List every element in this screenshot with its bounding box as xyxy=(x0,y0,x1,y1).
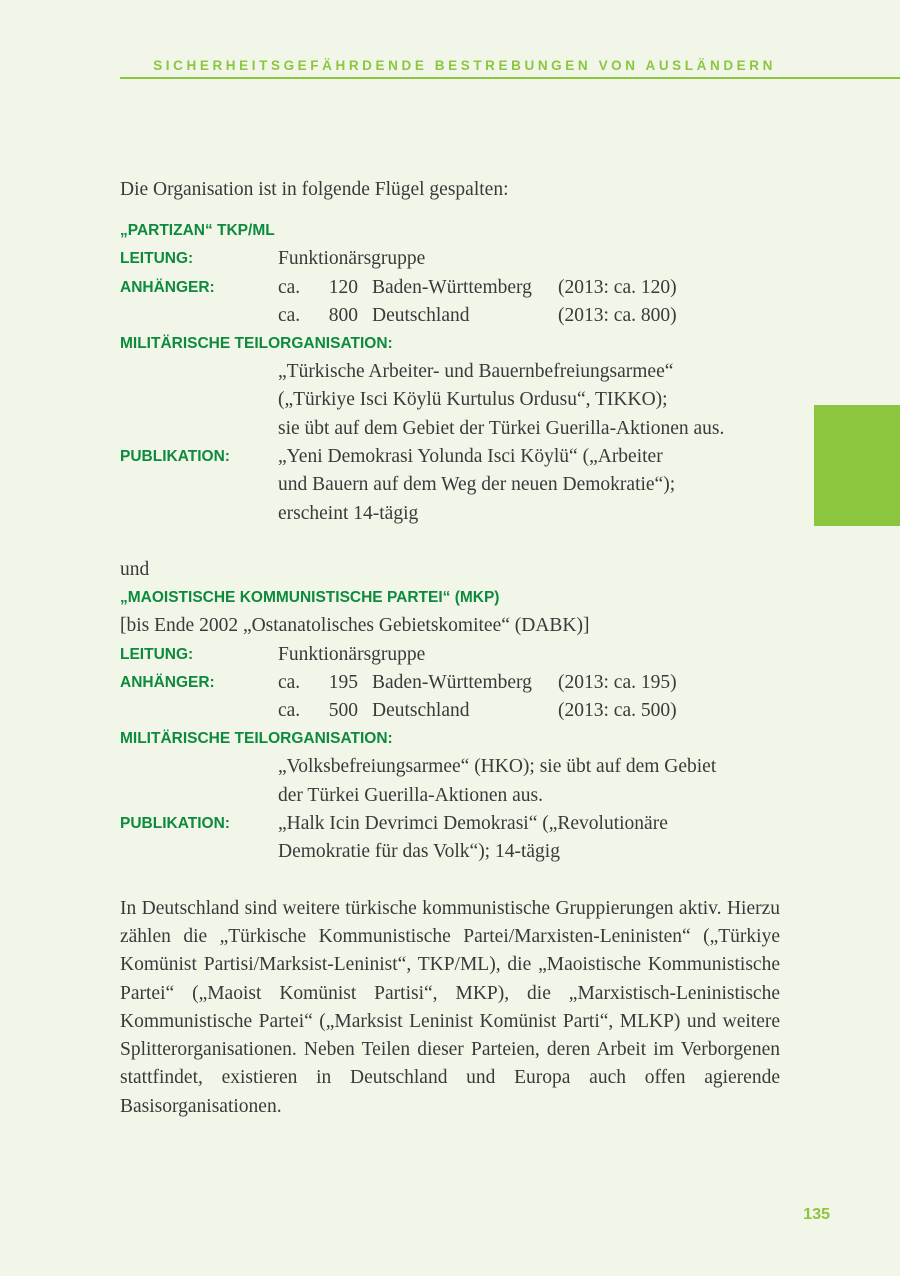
running-header: SICHERHEITSGEFÄHRDENDE BESTREBUNGEN VON AUSLÄNDERN xyxy=(153,58,776,73)
section1-anhaenger-line xyxy=(278,274,780,302)
region-name: Baden-Württemberg xyxy=(372,671,532,693)
region-name: Baden-Württemberg xyxy=(372,276,532,298)
ca-text: ca. xyxy=(278,671,301,693)
section2-mil-block xyxy=(120,753,780,810)
intro-text: Die Organisation ist in folgende Flügel gespalten: xyxy=(120,179,509,200)
previous-year-value: (2013: ca. 195) xyxy=(558,671,677,693)
count-value: 195 xyxy=(328,671,358,693)
previous-year-value: (2013: ca. 500) xyxy=(558,700,677,722)
section1-leitung-label: LEITUNG: xyxy=(120,250,194,268)
pub-line: erscheint 14-tägig xyxy=(278,502,419,524)
section1-title: „PARTIZAN“ TKP/ML xyxy=(120,222,275,240)
section2-leitung-value: Funktionärsgruppe xyxy=(278,643,426,665)
mil-line: der Türkei Guerilla-Aktionen aus. xyxy=(278,784,543,806)
section1-mil-block xyxy=(120,358,780,443)
section2-leitung-label: LEITUNG: xyxy=(120,645,194,663)
section1-leitung-value: Funktionärsgruppe xyxy=(278,248,426,270)
section1-anhaenger-line xyxy=(278,302,780,330)
section2-mil-label: MILITÄRISCHE TEILORGANISATION: xyxy=(120,730,393,748)
section2-subtitle: [bis Ende 2002 „Ostanatolisches Gebietskomitee“ (DABK)] xyxy=(120,615,590,637)
previous-year-value: (2013: ca. 120) xyxy=(558,276,677,298)
connector-text: und xyxy=(120,558,150,580)
chapter-tab-marker xyxy=(814,405,900,526)
section1-pub-row xyxy=(120,443,780,528)
section2-anhaenger-row xyxy=(120,669,780,697)
section2-leitung-row xyxy=(120,641,780,669)
pub-line: Demokratie für das Volk“); 14-tägig xyxy=(278,841,560,863)
mil-line: sie übt auf dem Gebiet der Türkei Guerilla-Aktionen aus. xyxy=(278,417,725,439)
count-value: 500 xyxy=(328,700,358,722)
section1-leitung-row xyxy=(120,245,780,273)
section2-anhaenger-label: ANHÄNGER: xyxy=(120,673,215,691)
previous-year-value: (2013: ca. 800) xyxy=(558,304,677,326)
region-name: Deutschland xyxy=(372,700,470,722)
mil-line: „Türkische Arbeiter- und Bauernbefreiungsarmee“ xyxy=(278,361,674,383)
section2-pub-label: PUBLIKATION: xyxy=(120,815,230,833)
region-name: Deutschland xyxy=(372,304,470,326)
ca-text: ca. xyxy=(278,700,301,722)
section1-mil-label: MILITÄRISCHE TEILORGANISATION: xyxy=(120,335,393,353)
section1-anhaenger-row-2 xyxy=(120,302,780,330)
count-value: 800 xyxy=(328,304,358,326)
section1-anhaenger-row xyxy=(120,274,780,302)
header-rule xyxy=(120,77,900,79)
section2-pub-row xyxy=(120,810,780,867)
count-value: 120 xyxy=(328,276,358,298)
pub-line: „Yeni Demokrasi Yolunda Isci Köylü“ („Arbeiter xyxy=(278,446,663,468)
ca-text: ca. xyxy=(278,304,301,326)
section1-anhaenger-label: ANHÄNGER: xyxy=(120,278,215,296)
section2-anhaenger-line xyxy=(278,669,780,697)
closing-paragraph: In Deutschland sind weitere türkische kommunistische Gruppierungen aktiv. Hierzu zählen die „Türkische Kommunistische Partei/Marxisten-Leninisten“ („Türkiye Komünist Partisi/Marksist-Leninist“, TKP/ML), die „Maoistische Kommunistische Partei“ („Maoist Komünist Partisi“, MKP), die „Marxistisch-Leninistische Kommunistische Partei“ („Marksist Leninist Komünist Parti“, MLKP) und weitere Splitterorganisationen. Neben Teilen dieser Parteien, deren Arbeit im Verborgenen stattfindet, existieren in Deutschland und Europa auch offen agierende Basisorganisationen. xyxy=(120,897,780,1117)
pub-line: und Bauern auf dem Weg der neuen Demokratie“); xyxy=(278,474,676,496)
mil-line: „Volksbefreiungsarmee“ (HKO); sie übt auf dem Gebiet xyxy=(278,756,717,778)
mil-line: („Türkiye Isci Köylü Kurtulus Ordusu“, TIKKO); xyxy=(278,389,668,411)
page-number: 135 xyxy=(803,1206,830,1223)
section2-title: „MAOISTISCHE KOMMUNISTISCHE PARTEI“ (MKP) xyxy=(120,589,500,607)
section2-anhaenger-line xyxy=(278,697,780,725)
ca-text: ca. xyxy=(278,276,301,298)
section1-pub-label: PUBLIKATION: xyxy=(120,448,230,466)
section2-anhaenger-row-2 xyxy=(120,697,780,725)
main-content xyxy=(120,176,780,1121)
pub-line: „Halk Icin Devrimci Demokrasi“ („Revolutionäre xyxy=(278,813,668,835)
